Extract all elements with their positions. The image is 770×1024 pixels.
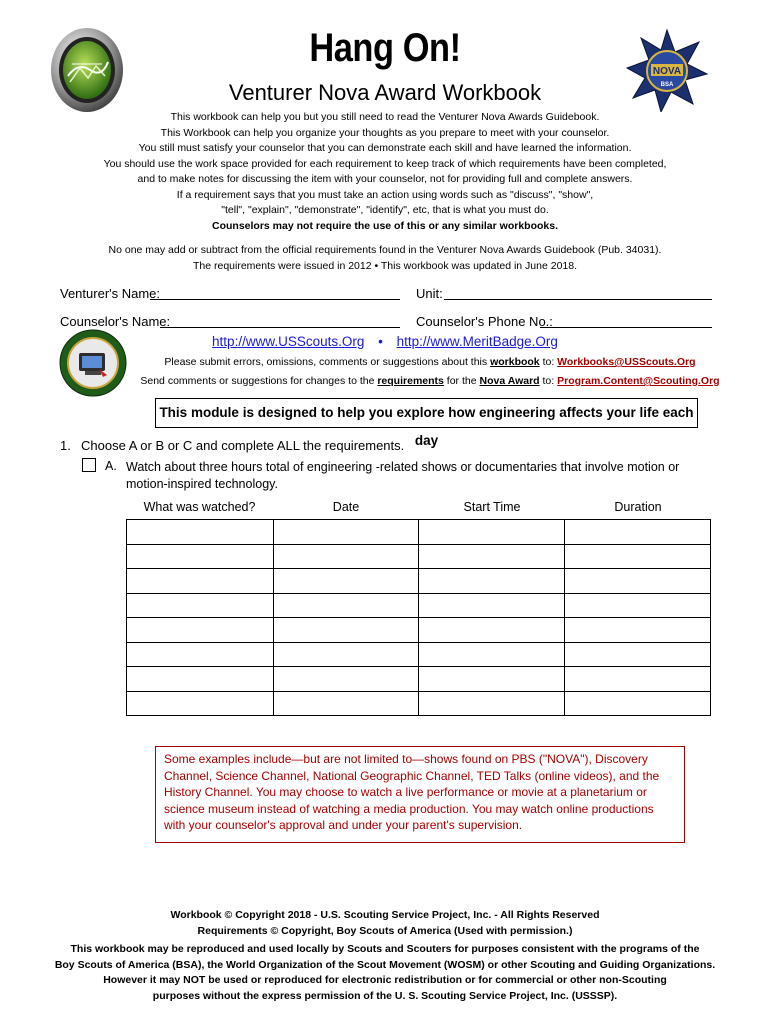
- program-content-email-link[interactable]: Program.Content@Scouting.Org: [557, 375, 720, 387]
- table-cell[interactable]: [565, 593, 711, 618]
- reproduction-line: This workbook may be reproduced and used locally by Scouts and Scouters for purposes consistent with the programs of the: [70, 943, 700, 955]
- links-separator: •: [378, 334, 383, 349]
- col-header-start-time: Start Time: [463, 500, 521, 514]
- requirements-line: The requirements were issued in 2012 • This workbook was updated in June 2018.: [192, 259, 578, 272]
- col-header-date: Date: [332, 500, 360, 514]
- page-subtitle: Venturer Nova Award Workbook: [228, 80, 542, 105]
- table-cell[interactable]: [419, 691, 565, 716]
- table-cell[interactable]: [419, 667, 565, 692]
- req1-text: Choose A or B or C and complete ALL the requirements.: [81, 438, 405, 453]
- table-row: [127, 520, 711, 545]
- table-row: [127, 544, 711, 569]
- venturer-name-label: Venturer's Name:: [60, 286, 161, 301]
- intro-line: If a requirement says that you must take an action using words such as "discuss", "show",: [176, 188, 594, 201]
- meritbadge-link[interactable]: http://www.MeritBadge.Org: [396, 334, 558, 349]
- requirements-line: No one may add or subtract from the official requirements found in the Venturer Nova Awards Guidebook (Pub. 34031).: [108, 244, 662, 256]
- watch-log-table: [126, 519, 711, 716]
- table-cell[interactable]: [127, 618, 274, 643]
- table-cell[interactable]: [127, 691, 274, 716]
- req-a-text: Watch about three hours total of engineering -related shows or documentaries that involve motion or motion-inspired technology.: [126, 460, 680, 491]
- table-cell[interactable]: [273, 544, 419, 569]
- table-cell[interactable]: [127, 544, 274, 569]
- unit-field[interactable]: [444, 286, 712, 300]
- footer-reproduction-notice: [0, 942, 770, 1004]
- table-cell[interactable]: [565, 642, 711, 667]
- col-header-what: What was watched?: [143, 500, 256, 514]
- table-cell[interactable]: [273, 691, 419, 716]
- table-cell[interactable]: [419, 618, 565, 643]
- table-cell[interactable]: [127, 642, 274, 667]
- table-cell[interactable]: [565, 618, 711, 643]
- intro-line: "tell", "explain", "demonstrate", "identify", etc, that is what you must do.: [221, 204, 549, 216]
- req-a-letter: A.: [105, 459, 117, 473]
- page-title: Hang On!: [309, 26, 461, 70]
- reproduction-line: Boy Scouts of America (BSA), the World Organization of the Scout Movement (WOSM) or other Scouting and Guiding Organizations.: [54, 958, 716, 971]
- table-cell[interactable]: [565, 569, 711, 594]
- table-cell[interactable]: [419, 544, 565, 569]
- table-cell[interactable]: [273, 667, 419, 692]
- footer-copyright: [0, 908, 770, 939]
- table-cell[interactable]: [127, 593, 274, 618]
- reproduction-line: However it may NOT be used or reproduced for electronic redistribution or for commercial or other non-Scouting: [103, 974, 667, 986]
- links-row: [0, 334, 770, 349]
- table-cell[interactable]: [127, 520, 274, 545]
- copyright-line: Requirements © Copyright, Boy Scouts of America (Used with permission.): [197, 924, 573, 937]
- module-statement: This module is designed to help you explore how engineering affects your life each day: [155, 398, 698, 428]
- submit-errors-line: Please submit errors, omissions, comments or suggestions about this workbook to: Workbooks@USScouts.Org: [164, 356, 696, 368]
- venturer-name-field[interactable]: [150, 286, 400, 300]
- counselor-name-label: Counselor's Name:: [60, 314, 171, 329]
- table-cell[interactable]: [565, 691, 711, 716]
- intro-line: You still must satisfy your counselor that you can demonstrate each skill and have learned the information.: [138, 142, 632, 154]
- counselor-phone-label: Counselor's Phone No.:: [416, 314, 553, 329]
- submit-requirements-line: Send comments or suggestions for changes to the requirements for the Nova Award to: Program.Content@Scouting.Org: [140, 375, 720, 387]
- table-row: [127, 618, 711, 643]
- table-cell[interactable]: [419, 593, 565, 618]
- counselor-phone-field[interactable]: [540, 314, 712, 328]
- table-cell[interactable]: [419, 520, 565, 545]
- table-cell[interactable]: [419, 569, 565, 594]
- intro-line: This Workbook can help you organize your thoughts as you prepare to meet with your counselor.: [160, 126, 610, 139]
- table-cell[interactable]: [273, 642, 419, 667]
- examples-note: Some examples include—but are not limited to—shows found on PBS ("NOVA"), Discovery Channel, Science Channel, National Geographic Channel, TED Talks (online videos), and the History Channel. You may choose to watch a live performance or movie at a planetarium or science museum instead of watching a media production. You may watch online productions with your counselor's approval and under your parent's supervision.: [155, 746, 685, 843]
- req1-number: 1.: [60, 438, 71, 453]
- unit-label: Unit:: [416, 286, 443, 301]
- workbooks-email-link[interactable]: Workbooks@USScouts.Org: [557, 356, 696, 368]
- reproduction-line: purposes without the express permission of the U. S. Scouting Service Project, Inc. (USSSP).: [152, 989, 618, 1002]
- svg-text:NOVA: NOVA: [652, 66, 682, 77]
- counselor-name-field[interactable]: [160, 314, 400, 328]
- copyright-line: Workbook © Copyright 2018 - U.S. Scouting Service Project, Inc. - All Rights Reserved: [170, 909, 600, 921]
- table-cell[interactable]: [565, 667, 711, 692]
- req-a-checkbox[interactable]: [82, 458, 96, 472]
- table-cell[interactable]: [273, 569, 419, 594]
- counselor-note: Counselors may not require the use of this or any similar workbooks.: [212, 220, 558, 232]
- table-row: [127, 593, 711, 618]
- table-cell[interactable]: [565, 544, 711, 569]
- intro-line: and to make notes for discussing the item with your counselor, not for providing full and complete answers.: [137, 173, 633, 185]
- table-cell[interactable]: [127, 569, 274, 594]
- table-cell[interactable]: [419, 642, 565, 667]
- table-cell[interactable]: [273, 593, 419, 618]
- table-row: [127, 691, 711, 716]
- table-row: [127, 642, 711, 667]
- svg-text:BSA: BSA: [660, 82, 674, 88]
- table-row: [127, 569, 711, 594]
- intro-line: You should use the work space provided for each requirement to keep track of which requirements have been completed,: [103, 157, 667, 170]
- table-cell[interactable]: [127, 667, 274, 692]
- col-header-duration: Duration: [614, 500, 662, 514]
- usscouts-link[interactable]: http://www.USScouts.Org: [212, 334, 365, 349]
- intro-line: This workbook can help you but you still need to read the Venturer Nova Awards Guidebook.: [170, 111, 600, 123]
- table-cell[interactable]: [565, 520, 711, 545]
- requirements-notice: [0, 243, 770, 274]
- table-row: [127, 667, 711, 692]
- table-cell[interactable]: [273, 618, 419, 643]
- intro-paragraph: [0, 110, 770, 219]
- table-cell[interactable]: [273, 520, 419, 545]
